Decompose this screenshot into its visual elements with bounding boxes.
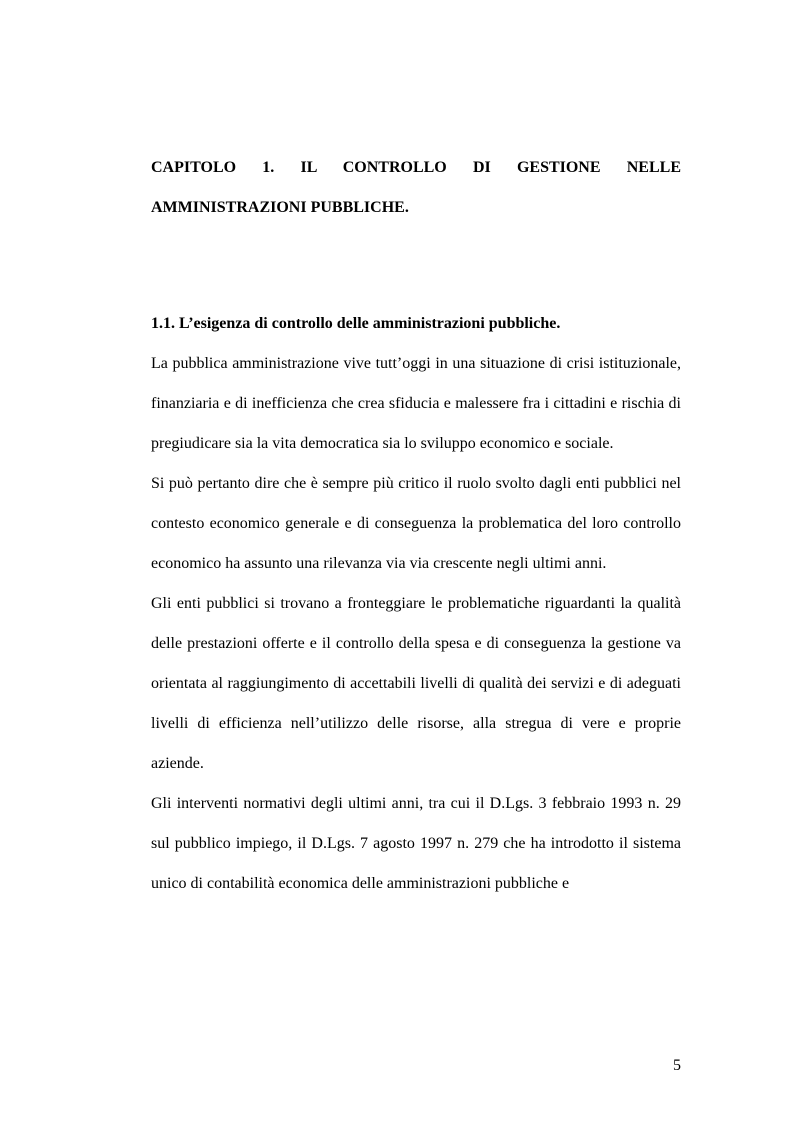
paragraph-4: Gli interventi normativi degli ultimi anni, tra cui il D.Lgs. 3 febbraio 1993 n. 29 sul pubblico impiego, il D.Lgs. 7 agosto 1997 n. 279 che ha introdotto il sistema unico di contabilità economica delle amministrazioni pubbliche e <box>151 795 681 892</box>
section-heading: 1.1. L’esigenza di controllo delle amministrazioni pubbliche. <box>151 315 561 332</box>
paragraph-3: Gli enti pubblici si trovano a fronteggiare le problematiche riguardanti la qualità delle prestazioni offerte e il controllo della spesa e di conseguenza la gestione va orientata al raggiungimento di accettabili livelli di qualità dei servizi e di adeguati livelli di efficienza nell’utilizzo delle risorse, alla stregua di vere e proprie aziende. <box>151 595 681 772</box>
page-number: 5 <box>673 1057 681 1074</box>
chapter-title-line-2: AMMINISTRAZIONI PUBBLICHE. <box>151 199 409 216</box>
body-text <box>151 344 681 904</box>
paragraph-2: Si può pertanto dire che è sempre più critico il ruolo svolto dagli enti pubblici nel contesto economico generale e di conseguenza la problematica del loro controllo economico ha assunto una rilevanza via via crescente negli ultimi anni. <box>151 475 681 572</box>
chapter-title-line-1: CAPITOLO 1. IL CONTROLLO DI GESTIONE NELLE <box>151 159 681 176</box>
chapter-title <box>151 148 681 228</box>
paragraph-1: La pubblica amministrazione vive tutt’oggi in una situazione di crisi istituzionale, finanziaria e di inefficienza che crea sfiducia e malessere fra i cittadini e rischia di pregiudicare sia la vita democratica sia lo sviluppo economico e sociale. <box>151 355 681 452</box>
page-content <box>151 148 681 892</box>
